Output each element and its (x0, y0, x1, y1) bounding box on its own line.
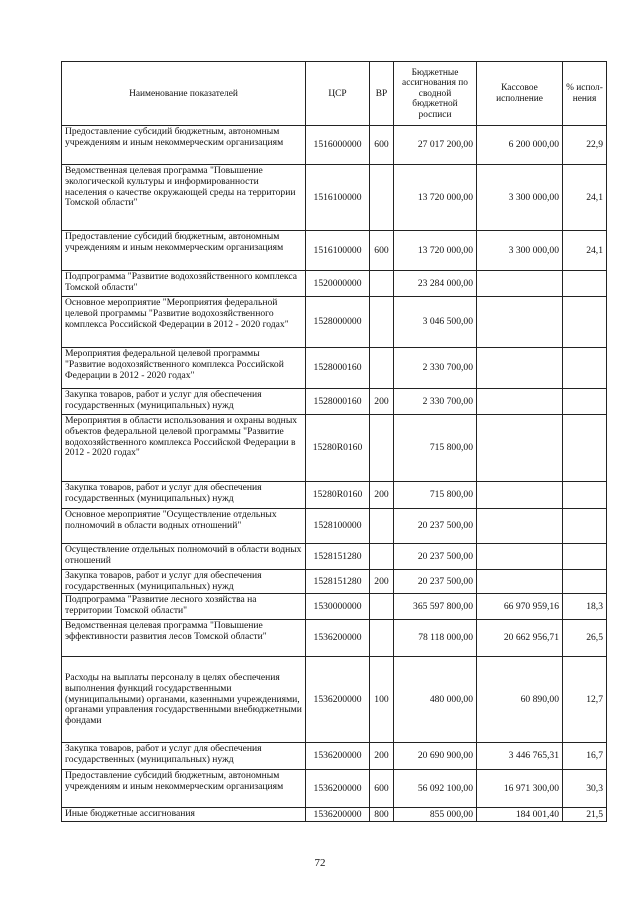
cell-vr (370, 509, 394, 544)
cell-budget: 78 118 000,00 (394, 620, 477, 657)
cell-vr (370, 620, 394, 657)
budget-execution-table (61, 61, 607, 822)
cell-cash: 184 001,40 (477, 808, 563, 822)
cell-cash: 6 200 000,00 (477, 126, 563, 165)
cell-budget: 715 800,00 (394, 415, 477, 482)
table-row (62, 509, 607, 544)
cell-csr: 1536200000 (306, 657, 370, 743)
cell-budget: 3 046 500,00 (394, 297, 477, 348)
cell-cash (477, 570, 563, 594)
cell-percent: 24,1 (563, 165, 607, 231)
cell-budget: 56 092 100,00 (394, 770, 477, 808)
cell-budget: 23 284 000,00 (394, 271, 477, 297)
cell-cash: 3 300 000,00 (477, 231, 563, 271)
cell-csr: 1528100000 (306, 509, 370, 544)
header-indicator-name: Наименование показателей (62, 62, 306, 126)
cell-cash (477, 348, 563, 389)
cell-name: Основное мероприятие "Осуществление отдельных полномочий в области водных отношений" (62, 509, 306, 544)
cell-name: Предоставление субсидий бюджетным, автономным учреждениям и иным некоммерческим организациям (62, 126, 306, 165)
cell-csr: 1536200000 (306, 743, 370, 770)
cell-csr: 1536200000 (306, 620, 370, 657)
table-row (62, 415, 607, 482)
cell-cash (477, 389, 563, 415)
header-budget-allocations: Бюджетные ассигнования по сводной бюджетной росписи (394, 62, 477, 126)
cell-name: Предоставление субсидий бюджетным, автономным учреждениям и иным некоммерческим организациям (62, 231, 306, 271)
cell-percent (563, 297, 607, 348)
cell-budget: 20 237 500,00 (394, 544, 477, 570)
cell-name: Ведомственная целевая программа "Повышение экологической культуры и информированности населения о качестве окружающей среды на территории Томской области" (62, 165, 306, 231)
cell-csr: 1536200000 (306, 770, 370, 808)
cell-csr: 1528000160 (306, 348, 370, 389)
cell-cash (477, 544, 563, 570)
cell-percent: 26,5 (563, 620, 607, 657)
cell-csr: 15280R0160 (306, 482, 370, 509)
cell-cash: 66 970 959,16 (477, 594, 563, 620)
cell-name: Закупка товаров, работ и услуг для обеспечения государственных (муниципальных) нужд (62, 482, 306, 509)
cell-budget: 13 720 000,00 (394, 231, 477, 271)
cell-name: Осуществление отдельных полномочий в области водных отношений (62, 544, 306, 570)
cell-percent: 21,5 (563, 808, 607, 822)
cell-csr: 1528000000 (306, 297, 370, 348)
page-number: 72 (314, 857, 326, 869)
cell-percent (563, 544, 607, 570)
cell-name: Предоставление субсидий бюджетным, автономным учреждениям и иным некоммерческим организациям (62, 770, 306, 808)
table-row (62, 126, 607, 165)
cell-budget: 20 690 900,00 (394, 743, 477, 770)
cell-name: Мероприятия федеральной целевой программы "Развитие водохозяйственного комплекса Российской Федерации в 2012 - 2020 годах" (62, 348, 306, 389)
cell-name: Закупка товаров, работ и услуг для обеспечения государственных (муниципальных) нужд (62, 570, 306, 594)
cell-name: Закупка товаров, работ и услуг для обеспечения государственных (муниципальных) нужд (62, 389, 306, 415)
table-row (62, 297, 607, 348)
table-row (62, 348, 607, 389)
cell-csr: 1516000000 (306, 126, 370, 165)
cell-vr: 600 (370, 231, 394, 271)
cell-cash (477, 509, 563, 544)
cell-cash: 3 300 000,00 (477, 165, 563, 231)
cell-vr (370, 165, 394, 231)
cell-cash: 3 446 765,31 (477, 743, 563, 770)
cell-csr: 1528151280 (306, 544, 370, 570)
cell-vr: 100 (370, 657, 394, 743)
cell-csr: 1516100000 (306, 165, 370, 231)
table-row (62, 620, 607, 657)
table-row (62, 482, 607, 509)
table-row (62, 594, 607, 620)
cell-percent (563, 389, 607, 415)
cell-vr (370, 544, 394, 570)
cell-cash (477, 271, 563, 297)
cell-percent (563, 415, 607, 482)
cell-name: Ведомственная целевая программа "Повышение эффективности развития лесов Томской области" (62, 620, 306, 657)
cell-budget: 715 800,00 (394, 482, 477, 509)
cell-name: Мероприятия в области использования и охраны водных объектов федеральной целевой программы "Развитие водохозяйственного комплекса Российской Федерации в 2012 - 2020 годах" (62, 415, 306, 482)
cell-budget: 2 330 700,00 (394, 389, 477, 415)
cell-percent: 22,9 (563, 126, 607, 165)
cell-budget: 20 237 500,00 (394, 570, 477, 594)
cell-vr (370, 271, 394, 297)
cell-vr: 200 (370, 743, 394, 770)
table-row (62, 271, 607, 297)
cell-csr: 1520000000 (306, 271, 370, 297)
cell-budget: 480 000,00 (394, 657, 477, 743)
header-execution-percent: % испол-нения (563, 62, 607, 126)
cell-percent (563, 271, 607, 297)
cell-percent: 12,7 (563, 657, 607, 743)
cell-cash: 20 662 956,71 (477, 620, 563, 657)
cell-name: Закупка товаров, работ и услуг для обеспечения государственных (муниципальных) нужд (62, 743, 306, 770)
cell-name: Иные бюджетные ассигнования (62, 808, 306, 822)
table-row (62, 808, 607, 822)
table-row (62, 770, 607, 808)
table-row (62, 544, 607, 570)
table-row (62, 657, 607, 743)
cell-name: Основное мероприятие "Мероприятия федеральной целевой программы "Развитие водохозяйственного комплекса Российской Федерации в 2012 - 2020 годах" (62, 297, 306, 348)
header-vr: ВР (370, 62, 394, 126)
header-csr: ЦСР (306, 62, 370, 126)
cell-name: Подпрограмма "Развитие лесного хозяйства на территории Томской области" (62, 594, 306, 620)
table-row (62, 231, 607, 271)
cell-vr: 600 (370, 126, 394, 165)
cell-csr: 1530000000 (306, 594, 370, 620)
cell-vr: 600 (370, 770, 394, 808)
cell-percent (563, 570, 607, 594)
cell-cash: 16 971 300,00 (477, 770, 563, 808)
cell-percent (563, 348, 607, 389)
table-header-row (62, 62, 607, 126)
header-cash-execution: Кассовое исполнение (477, 62, 563, 126)
cell-vr (370, 415, 394, 482)
cell-csr: 1528151280 (306, 570, 370, 594)
cell-percent: 24,1 (563, 231, 607, 271)
cell-name: Расходы на выплаты персоналу в целях обеспечения выполнения функций государственными (муниципальными) органами, казенными учреждениями, органами управления государственными внебюджетными фондами (62, 657, 306, 743)
cell-csr: 1528000160 (306, 389, 370, 415)
cell-vr (370, 348, 394, 389)
cell-percent (563, 509, 607, 544)
cell-csr: 1536200000 (306, 808, 370, 822)
cell-budget: 855 000,00 (394, 808, 477, 822)
cell-csr: 15280R0160 (306, 415, 370, 482)
cell-cash: 60 890,00 (477, 657, 563, 743)
table-row (62, 570, 607, 594)
cell-percent: 30,3 (563, 770, 607, 808)
cell-cash (477, 482, 563, 509)
cell-vr: 200 (370, 570, 394, 594)
cell-budget: 20 237 500,00 (394, 509, 477, 544)
cell-cash (477, 415, 563, 482)
table-row (62, 165, 607, 231)
cell-name: Подпрограмма "Развитие водохозяйственного комплекса Томской области" (62, 271, 306, 297)
cell-csr: 1516100000 (306, 231, 370, 271)
cell-vr (370, 297, 394, 348)
cell-percent (563, 482, 607, 509)
table-row (62, 743, 607, 770)
cell-vr: 200 (370, 389, 394, 415)
cell-vr (370, 594, 394, 620)
cell-cash (477, 297, 563, 348)
cell-vr: 800 (370, 808, 394, 822)
cell-budget: 2 330 700,00 (394, 348, 477, 389)
cell-budget: 27 017 200,00 (394, 126, 477, 165)
cell-vr: 200 (370, 482, 394, 509)
cell-percent: 18,3 (563, 594, 607, 620)
table-row (62, 389, 607, 415)
cell-budget: 13 720 000,00 (394, 165, 477, 231)
cell-percent: 16,7 (563, 743, 607, 770)
cell-budget: 365 597 800,00 (394, 594, 477, 620)
